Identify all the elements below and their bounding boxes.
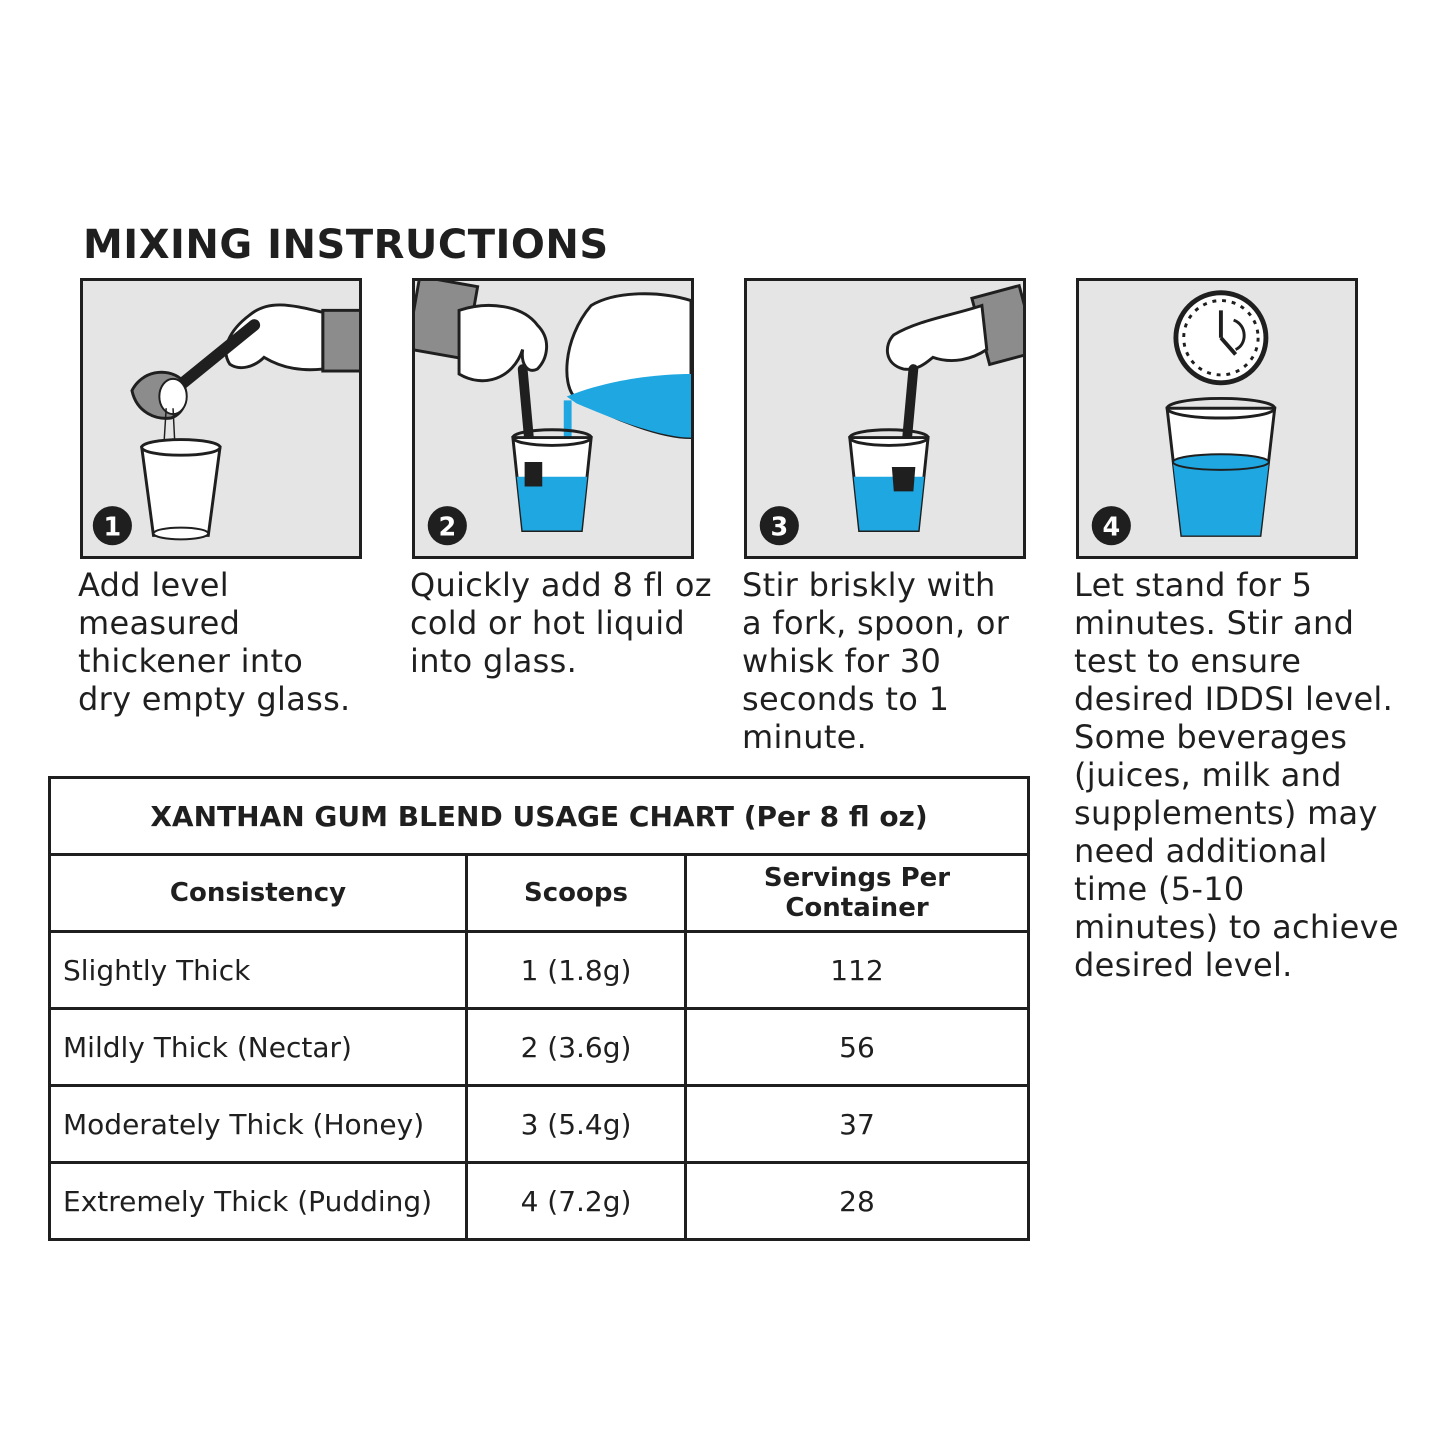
usage-chart-table xyxy=(48,776,1030,1241)
cell-servings: 37 xyxy=(686,1086,1029,1163)
step-4-text: Let stand for 5 minutes. Stir and test to ensure desired IDDSI level. Some beverages (juices, milk and supplements) may need additional time (5-10 minutes) to achieve desired level. xyxy=(1074,566,1399,984)
step-3-illustration xyxy=(744,278,1026,559)
column-header-servings: Servings Per Container xyxy=(686,855,1029,932)
cell-servings: 28 xyxy=(686,1163,1029,1240)
step-1-illustration xyxy=(80,278,362,559)
page-title: MIXING INSTRUCTIONS xyxy=(83,222,609,268)
step-2-number: 2 xyxy=(438,511,457,542)
cell-servings: 56 xyxy=(686,1009,1029,1086)
cell-consistency: Extremely Thick (Pudding) xyxy=(50,1163,467,1240)
column-header-scoops: Scoops xyxy=(467,855,686,932)
table-row xyxy=(50,932,1029,1009)
clock-glass-icon xyxy=(1079,281,1355,556)
cell-consistency: Moderately Thick (Honey) xyxy=(50,1086,467,1163)
step-2-illustration xyxy=(412,278,694,559)
step-1-number: 1 xyxy=(103,511,122,542)
step-3-number: 3 xyxy=(770,511,789,542)
step-3-text: Stir briskly with a fork, spoon, or whisk for 30 seconds to 1 minute. xyxy=(742,566,1010,756)
cell-scoops: 3 (5.4g) xyxy=(467,1086,686,1163)
cell-scoops: 4 (7.2g) xyxy=(467,1163,686,1240)
cell-consistency: Mildly Thick (Nectar) xyxy=(50,1009,467,1086)
cell-servings: 112 xyxy=(686,932,1029,1009)
column-header-consistency: Consistency xyxy=(50,855,467,932)
cell-consistency: Slightly Thick xyxy=(50,932,467,1009)
step-4-number: 4 xyxy=(1102,511,1121,542)
step-1-text: Add level measured thickener into dry empty glass. xyxy=(78,566,351,718)
stir-with-fork-icon xyxy=(747,281,1023,556)
pour-liquid-icon xyxy=(415,281,691,556)
cell-scoops: 2 (3.6g) xyxy=(467,1009,686,1086)
scoop-into-glass-icon xyxy=(83,281,359,556)
cell-scoops: 1 (1.8g) xyxy=(467,932,686,1009)
table-row xyxy=(50,1086,1029,1163)
step-2-text: Quickly add 8 fl oz cold or hot liquid into glass. xyxy=(410,566,712,680)
usage-chart-caption: XANTHAN GUM BLEND USAGE CHART (Per 8 fl oz) xyxy=(50,778,1029,855)
table-row xyxy=(50,1163,1029,1240)
step-4-illustration xyxy=(1076,278,1358,559)
table-row xyxy=(50,1009,1029,1086)
